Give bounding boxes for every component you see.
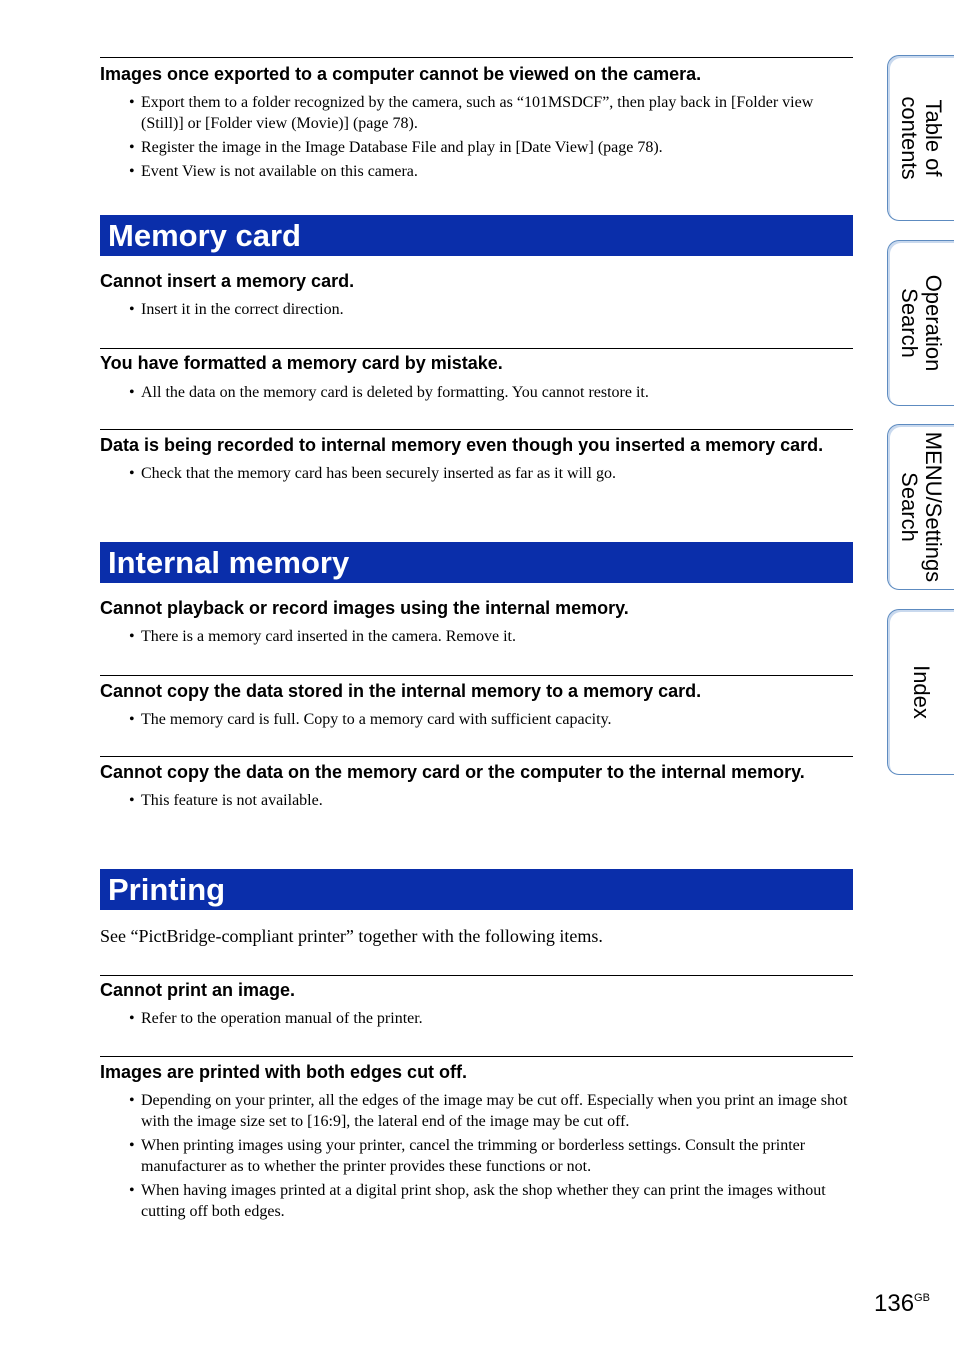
faq-heading: You have formatted a memory card by mistake.: [100, 353, 503, 373]
faq-item: [100, 675, 853, 733]
bullet-list: [100, 92, 853, 182]
faq-heading: Cannot playback or record images using the internal memory.: [100, 598, 629, 618]
tab-label: Search: [897, 472, 922, 542]
section-banner-internal-memory: Internal memory: [100, 542, 853, 583]
list-item: • There is a memory card inserted in the camera. Remove it.: [129, 628, 516, 645]
list-item: • When having images printed at a digital print shop, ask the shop whether they can print the images without cutting off both edges.: [129, 1182, 826, 1220]
faq-heading: Cannot print an image.: [100, 980, 296, 1000]
tab-label: MENU/Settings: [921, 431, 946, 583]
bullet-list: [100, 382, 853, 403]
faq-heading: Cannot copy the data stored in the internal memory to a memory card.: [100, 681, 702, 701]
bullet-list: [100, 709, 853, 730]
faq-item: [100, 1056, 853, 1225]
page-number: $136^{GB}$: [874, 1290, 930, 1317]
faq-item: [100, 597, 853, 650]
bullet-list: [100, 790, 853, 811]
bullet-list: [100, 626, 853, 647]
tab-label: Search: [897, 288, 922, 358]
list-item: • Event View is not available on this camera.: [129, 163, 418, 180]
list-item: • Insert it in the correct direction.: [129, 301, 344, 318]
tab-label: Table of: [921, 99, 946, 177]
tab-operation-search[interactable]: [887, 240, 954, 406]
faq-heading: Images are printed with both edges cut off.: [100, 1062, 468, 1082]
list-item: • Depending on your printer, all the edges of the image may be cut off. Especially when you print an image shot with the image size set to [16:9], the lateral end of the image may be cut off.: [129, 1092, 848, 1130]
faq-heading: Images once exported to a computer cannot be viewed on the camera.: [100, 64, 702, 84]
list-item: • Check that the memory card has been securely inserted as far as it will go.: [129, 465, 616, 482]
list-item: • Export them to a folder recognized by the camera, such as “101MSDCF”, then play back in [Folder view (Still)] or [Folder view (Movie)] (page 78).: [129, 94, 814, 132]
faq-item: [100, 57, 853, 185]
list-item: • This feature is not available.: [129, 792, 323, 809]
faq-heading: Cannot insert a memory card.: [100, 271, 355, 291]
tab-label: contents: [897, 96, 922, 180]
faq-item: [100, 270, 853, 323]
section-banner-memory-card: Memory card: [100, 215, 853, 256]
bullet-list: [100, 299, 853, 320]
page-number-suffix: GB: [914, 1292, 930, 1304]
list-item: • All the data on the memory card is deleted by formatting. You cannot restore it.: [129, 384, 649, 401]
tab-menu-settings-search[interactable]: [887, 424, 954, 590]
list-item: • When printing images using your printer, cancel the trimming or borderless settings. Consult the printer manufacturer as to whether the printer provides these functions or not.: [129, 1137, 806, 1175]
tab-label: Index: [909, 665, 934, 719]
section-banner-printing: Printing: [100, 869, 853, 910]
faq-item: [100, 429, 853, 487]
list-item: • The memory card is full. Copy to a memory card with sufficient capacity.: [129, 711, 612, 728]
tab-label: Operation: [921, 274, 946, 372]
faq-heading: Data is being recorded to internal memory even though you inserted a memory card.: [100, 435, 824, 455]
bullet-list: [100, 1090, 853, 1222]
faq-heading: Cannot copy the data on the memory card or the computer to the internal memory.: [100, 762, 805, 782]
list-item: • Refer to the operation manual of the printer.: [129, 1010, 423, 1027]
tab-index[interactable]: [887, 609, 954, 775]
faq-item: [100, 975, 853, 1032]
faq-item: [100, 348, 853, 406]
tab-table-of-contents[interactable]: [887, 55, 954, 221]
bullet-list: [100, 1008, 853, 1029]
faq-item: [100, 756, 853, 814]
printing-intro: See “PictBridge-compliant printer” together with the following items.: [100, 926, 603, 946]
bullet-list: [100, 463, 853, 484]
list-item: • Register the image in the Image Database File and play in [Date View] (page 78).: [129, 139, 663, 156]
